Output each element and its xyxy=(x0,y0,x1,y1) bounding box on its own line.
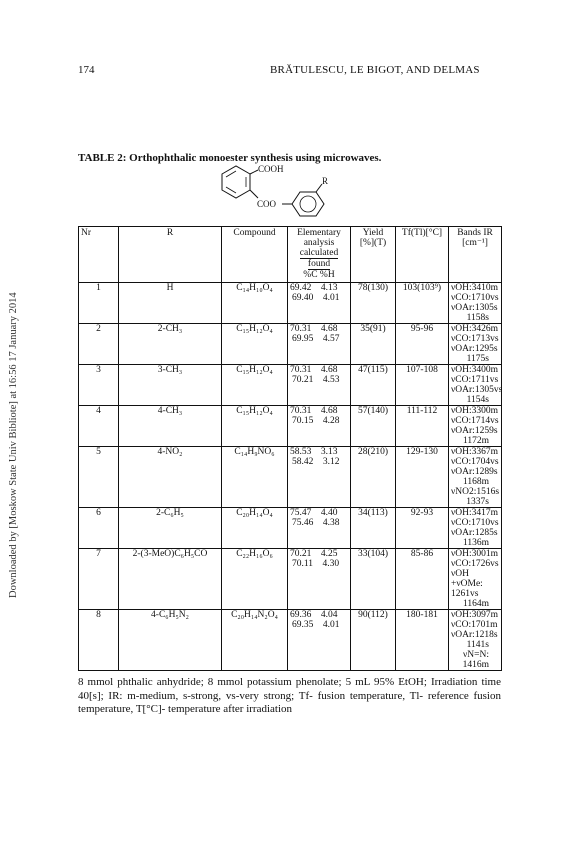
cell-elementary-analysis xyxy=(288,283,351,324)
ir-band: νOAr:1305s xyxy=(451,303,498,313)
found-values: 70.15 4.28 xyxy=(292,416,340,426)
table-footnote: 8 mmol phthalic anhydride; 8 mmol potassium phenolate; 5 mL 95% EtOH; Irradiation time 40[s]; IR: m-medium, s-strong, vs-very strong; Tf- fusion temperature, Tl- reference fusion temperature, T[°C]- temperature after irradiation xyxy=(78,676,501,715)
ir-band: 1261vs xyxy=(451,589,479,599)
page-number: 174 xyxy=(78,64,95,76)
ir-band: νOAr:1295s xyxy=(451,344,498,354)
ir-band: νOH:3426m xyxy=(451,324,499,334)
header-yield: Yield [%](T) xyxy=(351,227,396,283)
ir-band: 1158s xyxy=(466,313,489,323)
ir-band: νNO2:1516s xyxy=(451,487,500,497)
header-ir-bands: Bands IR [cm⁻¹] xyxy=(449,227,502,283)
cell-compound: C₂₀H₁₄N₂O₄ xyxy=(222,610,288,671)
calc-values: 69.36 4.04 xyxy=(290,610,338,620)
cell-yield: 57(140) xyxy=(351,406,396,447)
ir-band: 1168m xyxy=(462,477,489,487)
cell-elementary-analysis xyxy=(288,610,351,671)
ir-band: νOAr:1285s xyxy=(451,528,498,538)
cell-temperature: 107-108 xyxy=(396,365,449,406)
cell-nr: 7 xyxy=(79,549,119,610)
cell-ir-bands xyxy=(449,610,502,671)
cell-compound: C₂₀H₁₄O₄ xyxy=(222,508,288,549)
ir-band: 1154s xyxy=(466,395,489,405)
ir-band: νCO:1701m xyxy=(451,620,498,630)
table-row xyxy=(79,365,502,406)
cell-nr: 4 xyxy=(79,406,119,447)
cell-r: 2-C₆H₅ xyxy=(119,508,222,549)
cell-temperature: 103(103⁹) xyxy=(396,283,449,324)
ir-band: 1164m xyxy=(462,599,489,609)
cell-yield: 28(210) xyxy=(351,447,396,508)
calc-values: 70.31 4.68 xyxy=(290,365,338,375)
coo-label: COO xyxy=(257,199,277,209)
cell-ir-bands xyxy=(449,447,502,508)
cell-yield: 78(130) xyxy=(351,283,396,324)
ir-band: 1136m xyxy=(462,538,489,548)
ir-band: νOH:3410m xyxy=(451,283,499,293)
cell-temperature: 95-96 xyxy=(396,324,449,365)
ir-band: νN=N: 1416m xyxy=(462,650,489,670)
ir-band: νCO:1704vs xyxy=(451,457,499,467)
table-row xyxy=(79,508,502,549)
ir-band: νCO:1711vs xyxy=(451,375,499,385)
download-watermark xyxy=(0,0,32,864)
cell-elementary-analysis xyxy=(288,365,351,406)
cell-yield: 34(113) xyxy=(351,508,396,549)
cell-ir-bands xyxy=(449,365,502,406)
found-values: 70.11 4.30 xyxy=(292,559,340,569)
cell-r: 4-C₆H₅N₂ xyxy=(119,610,222,671)
found-values: 58.42 3.12 xyxy=(292,457,340,467)
cell-compound: C₁₄H₁₀O₄ xyxy=(222,283,288,324)
header-temperature: Tf(Tl)[°C] xyxy=(396,227,449,283)
cell-nr: 3 xyxy=(79,365,119,406)
ir-band: νOH:3300m xyxy=(451,406,499,416)
cell-temperature: 129-130 xyxy=(396,447,449,508)
cell-temperature: 111-112 xyxy=(396,406,449,447)
found-values: 70.21 4.53 xyxy=(292,375,340,385)
cell-r: 3-CH₃ xyxy=(119,365,222,406)
cell-elementary-analysis xyxy=(288,508,351,549)
ir-band: νCO:1710vs xyxy=(451,518,499,528)
table-row xyxy=(79,406,502,447)
cell-compound: C₂₂H₁₆O₆ xyxy=(222,549,288,610)
results-table xyxy=(78,226,502,671)
table-row xyxy=(79,610,502,671)
table-title: TABLE 2: Orthophthalic monoester synthesis using microwaves. xyxy=(78,152,382,164)
cooh-label: COOH xyxy=(258,164,284,174)
ir-band: νOAr:1218s xyxy=(451,630,498,640)
table-row xyxy=(79,324,502,365)
ir-band: νOH:3001m xyxy=(451,549,499,559)
ir-band: 1172m xyxy=(462,436,489,446)
ir-band: νOH:3367m xyxy=(451,447,499,457)
cell-elementary-analysis xyxy=(288,406,351,447)
calc-values: 70.31 4.68 xyxy=(290,406,338,416)
ir-band: 1141s xyxy=(466,640,489,650)
cell-yield: 35(91) xyxy=(351,324,396,365)
ir-band: νOH +νOMe: xyxy=(451,569,483,589)
cell-ir-bands xyxy=(449,324,502,365)
header-nr: Nr xyxy=(79,227,119,283)
cell-compound: C₁₅H₁₂O₄ xyxy=(222,406,288,447)
cell-nr: 6 xyxy=(79,508,119,549)
cell-ir-bands xyxy=(449,549,502,610)
cell-nr: 8 xyxy=(79,610,119,671)
cell-temperature: 85-86 xyxy=(396,549,449,610)
cell-temperature: 180-181 xyxy=(396,610,449,671)
ir-band: νOH:3097m xyxy=(451,610,499,620)
cell-yield: 47(115) xyxy=(351,365,396,406)
header-r: R xyxy=(119,227,222,283)
cell-compound: C₁₅H₁₂O₄ xyxy=(222,365,288,406)
ir-band: νCO:1710vs xyxy=(451,293,499,303)
ir-band: νCO:1714vs xyxy=(451,416,499,426)
cell-r: 4-CH₃ xyxy=(119,406,222,447)
benzene-ring-left xyxy=(222,166,250,198)
ir-band: νOAr:1305vs xyxy=(451,385,503,395)
cell-ir-bands xyxy=(449,508,502,549)
cell-nr: 2 xyxy=(79,324,119,365)
cell-compound: C₁₄H₉NO₆ xyxy=(222,447,288,508)
table-row xyxy=(79,447,502,508)
found-values: 69.40 4.01 xyxy=(292,293,340,303)
benzene-ring-right xyxy=(292,192,324,216)
calc-values: 70.31 4.68 xyxy=(290,324,338,334)
cell-ir-bands xyxy=(449,406,502,447)
found-values: 69.35 4.01 xyxy=(292,620,340,630)
cell-temperature: 92-93 xyxy=(396,508,449,549)
ir-band: 1175s xyxy=(466,354,489,364)
ir-band: νCO:1713vs xyxy=(451,334,499,344)
cell-r: 2-(3-MeO)C₆H₅CO xyxy=(119,549,222,610)
r-label: R xyxy=(322,176,329,186)
ir-band: 1337s xyxy=(466,497,489,507)
ir-band: νOAr:1289s xyxy=(451,467,498,477)
calc-values: 69.42 4.13 xyxy=(290,283,338,293)
table-row xyxy=(79,283,502,324)
calc-values: 75.47 4.40 xyxy=(290,508,338,518)
cell-nr: 1 xyxy=(79,283,119,324)
cell-elementary-analysis xyxy=(288,549,351,610)
cell-r: 2-CH₃ xyxy=(119,324,222,365)
table-row xyxy=(79,549,502,610)
cell-ir-bands xyxy=(449,283,502,324)
calc-values: 58.53 3.13 xyxy=(290,447,338,457)
found-values: 75.46 4.38 xyxy=(292,518,340,528)
cell-elementary-analysis xyxy=(288,447,351,508)
cell-yield: 33(104) xyxy=(351,549,396,610)
cell-elementary-analysis xyxy=(288,324,351,365)
cell-nr: 5 xyxy=(79,447,119,508)
cell-yield: 90(112) xyxy=(351,610,396,671)
ir-band: νOAr:1259s xyxy=(451,426,498,436)
cell-compound: C₁₅H₁₂O₄ xyxy=(222,324,288,365)
ir-band: νOH:3400m xyxy=(451,365,499,375)
cell-r: 4-NO₂ xyxy=(119,447,222,508)
running-head: BRĂTULESCU, LE BIGOT, AND DELMAS xyxy=(270,64,480,76)
chemical-structure xyxy=(0,0,576,240)
ir-band: νOH:3417m xyxy=(451,508,499,518)
found-values: 69.95 4.57 xyxy=(292,334,340,344)
ir-band: νCO:1726vs xyxy=(451,559,499,569)
download-notice: Downloaded by [Moskow State Univ Bibliote] at 16:56 17 January 2014 xyxy=(8,292,19,598)
header-compound: Compound xyxy=(222,227,288,283)
calc-values: 70.21 4.25 xyxy=(290,549,338,559)
cell-r: H xyxy=(119,283,222,324)
header-elementary-analysis: Elementary analysis calculated found %C %H xyxy=(288,227,351,283)
header-row xyxy=(79,227,502,283)
